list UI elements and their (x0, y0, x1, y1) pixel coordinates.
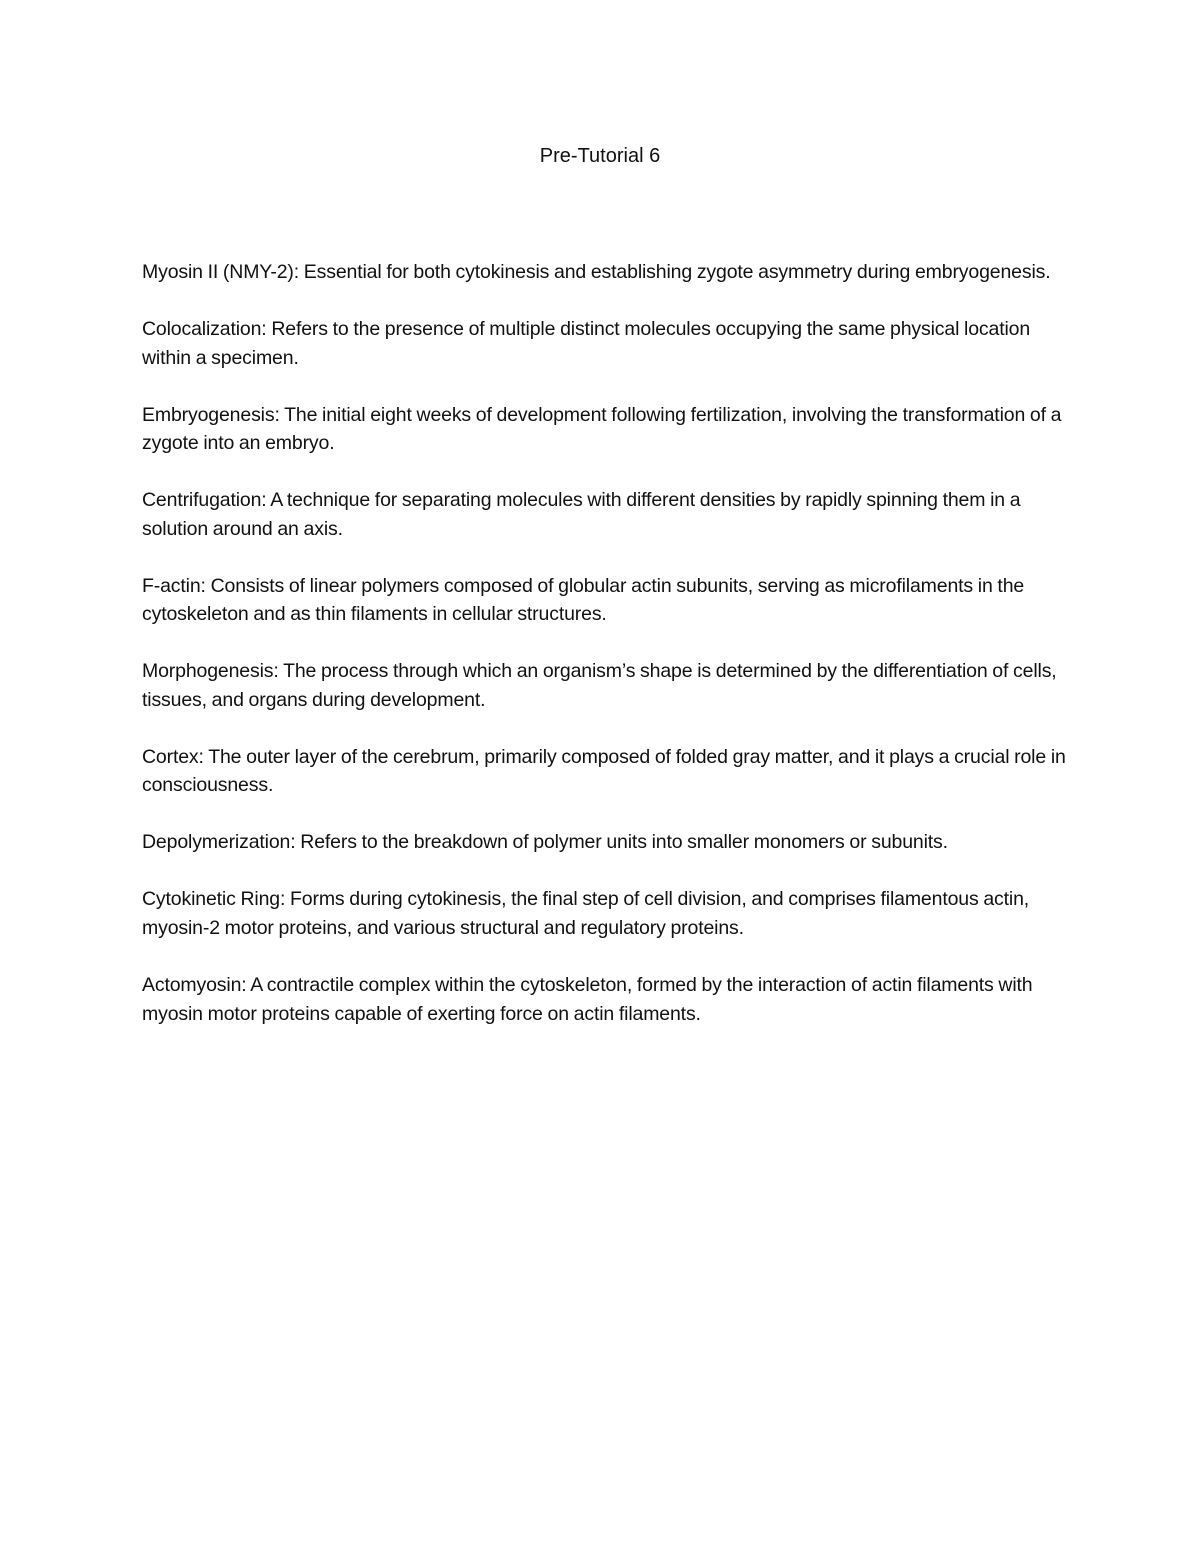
definition-entry-myosin-ii: Myosin II (NMY-2): Essential for both cytokinesis and establishing zygote asymmetry during embryogenesis. (142, 261, 1051, 283)
definition-entry-cortex: Cortex: The outer layer of the cerebrum, primarily composed of folded gray matter, and it plays a crucial role in consciousness. (142, 745, 1066, 797)
definition-entry-morphogenesis: Morphogenesis: The process through which an organism’s shape is determined by the differentiation of cells, tissues, and organs during development. (142, 660, 1057, 711)
definition-entry-centrifugation: Centrifugation: A technique for separating molecules with different densities by rapidly spinning them in a solution around an axis. (142, 489, 1021, 540)
definition-entry-depolymerization: Depolymerization: Refers to the breakdown of polymer units into smaller monomers or subunits. (142, 831, 948, 854)
page-title: Pre-Tutorial 6 (539, 145, 661, 167)
definition-entry-f-actin: F-actin: Consists of linear polymers composed of globular actin subunits, serving as microfilaments in the cytoskeleton and as thin filaments in cellular structures. (142, 574, 1025, 626)
definition-entry-colocalization: Colocalization: Refers to the presence of multiple distinct molecules occupying the same physical location within a specimen. (142, 317, 1031, 369)
definition-entry-actomyosin: Actomyosin: A contractile complex within the cytoskeleton, formed by the interaction of actin filaments with myosin motor proteins capable of exerting force on actin filaments. (142, 974, 1033, 1025)
definition-entry-cytokinetic-ring: Cytokinetic Ring: Forms during cytokinesis, the final step of cell division, and comprises filamentous actin, myosin-2 motor proteins, and various structural and regulatory proteins. (142, 888, 1030, 940)
definition-entry-embryogenesis: Embryogenesis: The initial eight weeks of development following fertilization, involving the transformation of a zygote into an embryo. (142, 403, 1062, 455)
definition-list (142, 258, 1072, 1057)
